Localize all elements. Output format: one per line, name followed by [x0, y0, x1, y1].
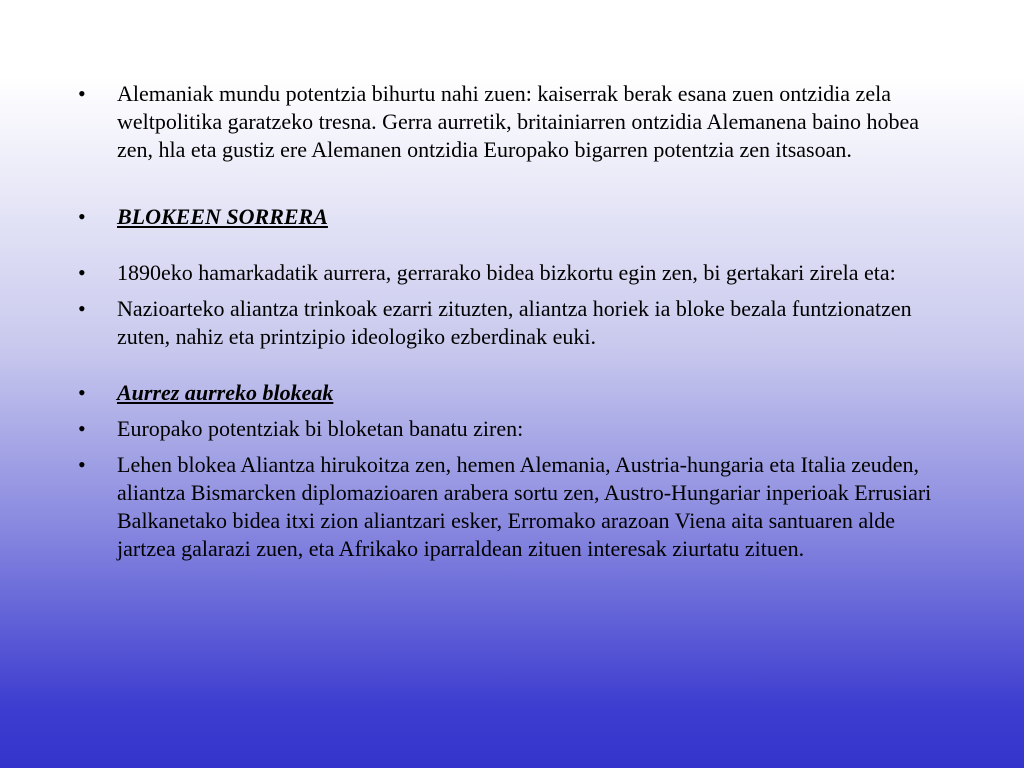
bullet-item-aurrez-aurreko [78, 379, 938, 407]
bullet-dot: • [78, 380, 86, 405]
bullet-item-1890eko [78, 259, 938, 287]
section-heading: Aurrez aurreko blokeak [117, 380, 334, 405]
bullet-list [78, 80, 938, 563]
bullet-item-alemaniak [78, 80, 938, 164]
bullet-item-nazioarteko [78, 295, 938, 351]
bullet-text: Alemaniak mundu potentzia bihurtu nahi zuen: kaiserrak berak esana zuen ontzidia zela weltpolitika garatzeko tresna. Gerra aurretik, britainiarren ontzidia Alemanena baino hobea zen, hla eta gustiz ere Alemanen ontzidia Europako bigarren potentzia zen itsasoan. [117, 81, 920, 162]
bullet-dot: • [78, 296, 86, 321]
bullet-text: Lehen blokea Aliantza hirukoitza zen, hemen Alemania, Austria-hungaria eta Italia zeuden, aliantza Bismarcken diplomazioaren arabera sortu zen, Austro-Hungariar inperioak Errusiari Balkanetako bidea itxi zion aliantzari esker, Erromako arazoan Viena aita santuaren alde jartzea galarazi zuen, eta Afrikako iparraldean zituen interesak ziurtatu zituen. [117, 452, 932, 561]
bullet-dot: • [78, 452, 86, 477]
bullet-text: Europako potentziak bi bloketan banatu ziren: [117, 416, 524, 441]
bullet-item-europako [78, 415, 938, 443]
bullet-item-lehen-blokea [78, 451, 938, 563]
bullet-dot: • [78, 416, 86, 441]
bullet-dot: • [78, 81, 86, 106]
bullet-dot: • [78, 260, 86, 285]
bullet-dot: • [78, 204, 86, 229]
bullet-text: 1890eko hamarkadatik aurrera, gerrarako bidea bizkortu egin zen, bi gertakari zirela eta: [117, 260, 896, 285]
bullet-text: Nazioarteko aliantza trinkoak ezarri zituzten, aliantza horiek ia bloke bezala funtzionatzen zuten, nahiz eta printzipio ideologiko ezberdinak euki. [117, 296, 912, 349]
bullet-item-blokeen-sorrera [78, 203, 938, 231]
section-heading: BLOKEEN SORRERA [117, 204, 328, 229]
